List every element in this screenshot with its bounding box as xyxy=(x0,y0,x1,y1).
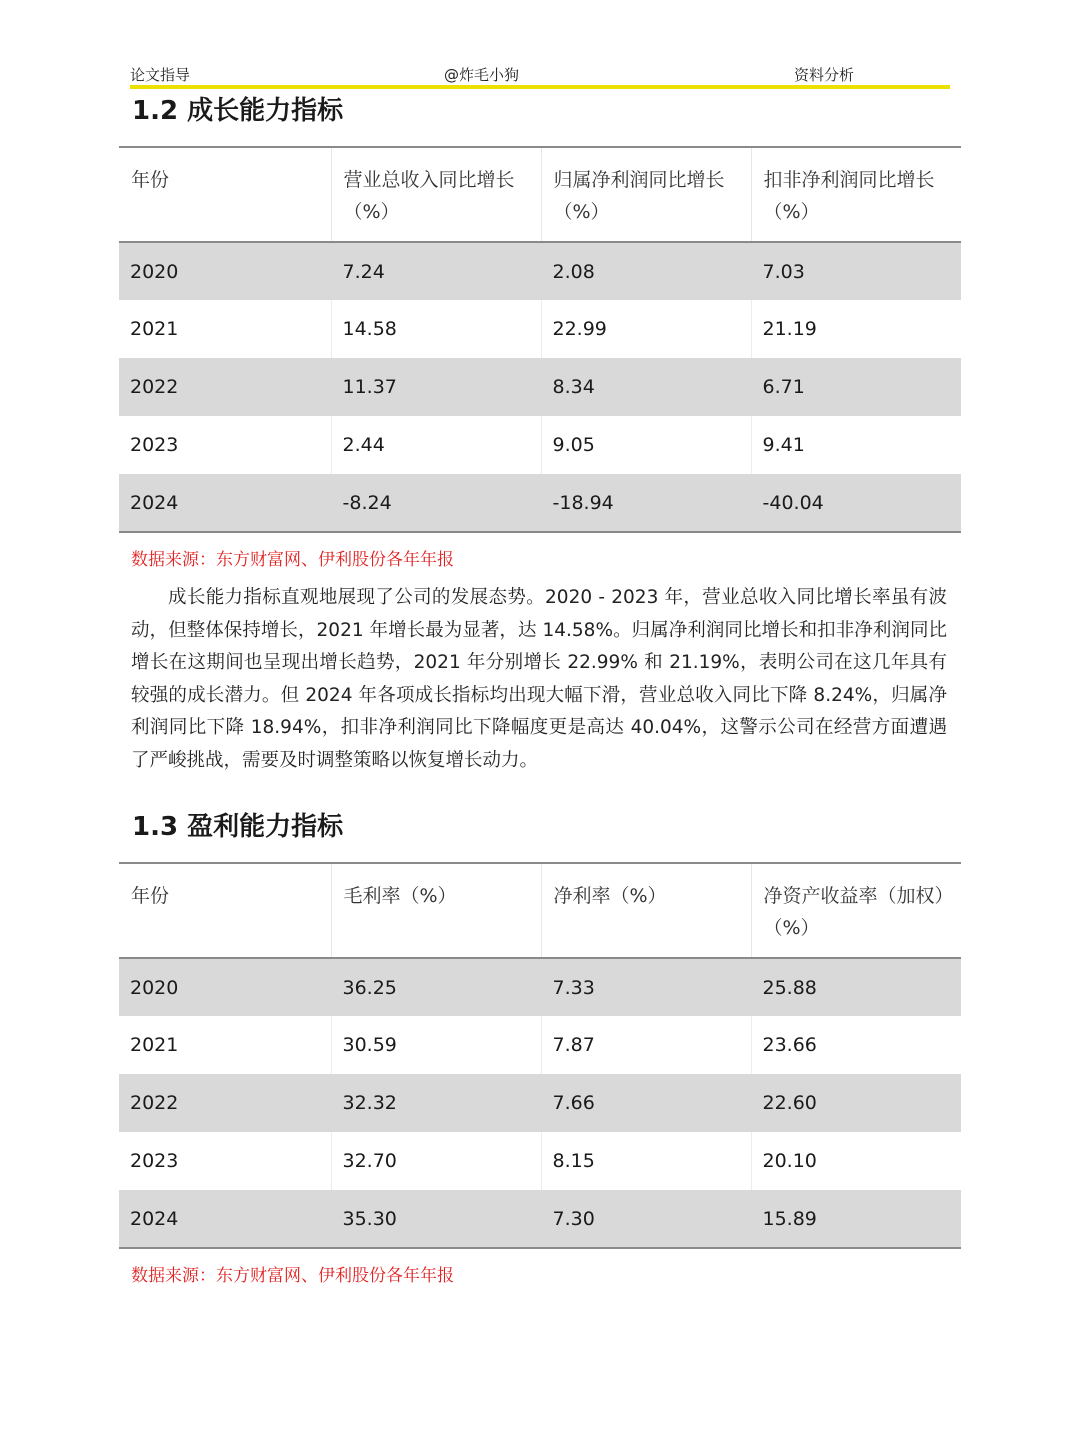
growth-indicators-table xyxy=(119,146,961,533)
section-title-profitability: 1.3 盈利能力指标 xyxy=(132,812,344,842)
table-cell: 11.37 xyxy=(331,358,541,416)
column-header: 扣非净利润同比增长（%） xyxy=(763,169,935,223)
table-cell: 14.58 xyxy=(331,300,541,358)
table-cell: -18.94 xyxy=(541,474,751,532)
table-row xyxy=(119,1074,961,1132)
table-row xyxy=(119,1132,961,1190)
table-cell: 2024 xyxy=(119,474,331,532)
table-row xyxy=(119,358,961,416)
table-cell: 7.87 xyxy=(541,1016,751,1074)
table-cell: 7.03 xyxy=(762,260,805,283)
table-cell: 7.30 xyxy=(541,1190,751,1248)
table-cell: 2020 xyxy=(119,242,331,300)
header-author: @炸毛小狗 xyxy=(444,66,520,84)
table-cell: 2.44 xyxy=(331,416,541,474)
table-header-row xyxy=(119,147,961,242)
header-yellow-rule xyxy=(130,85,950,89)
column-header: 年份 xyxy=(119,863,331,958)
table-cell: 2022 xyxy=(119,1074,331,1132)
table-cell: 2.08 xyxy=(541,242,751,300)
column-header: 净利率（%） xyxy=(541,863,751,958)
table-cell: 25.88 xyxy=(762,976,817,999)
table-row xyxy=(119,242,961,300)
header-left-label: 论文指导 xyxy=(130,66,191,84)
table-cell: 22.99 xyxy=(541,300,751,358)
profitability-indicators-table xyxy=(119,862,961,1249)
table-cell: 22.60 xyxy=(762,1092,817,1114)
table-cell: 7.33 xyxy=(541,958,751,1016)
table-cell: 6.71 xyxy=(762,376,805,398)
page-header xyxy=(130,60,950,90)
data-source-note: 数据来源：东方财富网、伊利股份各年年报 xyxy=(131,1266,454,1286)
table-cell: 20.10 xyxy=(762,1150,817,1172)
table-cell: 2023 xyxy=(119,1132,331,1190)
table-cell: 21.19 xyxy=(762,318,817,340)
table-header-row xyxy=(119,863,961,958)
section-title-growth: 1.2 成长能力指标 xyxy=(132,96,344,126)
table-cell: 2023 xyxy=(119,416,331,474)
table-cell: 36.25 xyxy=(331,958,541,1016)
column-header: 年份 xyxy=(119,147,331,242)
table-cell: 8.15 xyxy=(541,1132,751,1190)
table-cell: 32.32 xyxy=(331,1074,541,1132)
table-row xyxy=(119,300,961,358)
column-header: 净资产收益率（加权）（%） xyxy=(763,885,945,939)
table-row xyxy=(119,474,961,532)
column-header: 营业总收入同比增长（%） xyxy=(331,147,541,242)
table-row xyxy=(119,958,961,1016)
table-cell: 35.30 xyxy=(331,1190,541,1248)
table-cell: 7.66 xyxy=(541,1074,751,1132)
table-cell: 8.34 xyxy=(541,358,751,416)
table-row xyxy=(119,1190,961,1248)
table-cell: 30.59 xyxy=(331,1016,541,1074)
table-cell: 2020 xyxy=(119,958,331,1016)
table-cell: 2022 xyxy=(119,358,331,416)
table-cell: 7.24 xyxy=(331,242,541,300)
table-cell: 2021 xyxy=(119,300,331,358)
data-source-note: 数据来源：东方财富网、伊利股份各年年报 xyxy=(131,550,454,570)
table-row xyxy=(119,416,961,474)
column-header: 归属净利润同比增长（%） xyxy=(541,147,751,242)
table-cell: -8.24 xyxy=(331,474,541,532)
table-cell: 9.41 xyxy=(762,434,805,456)
header-right-label: 资料分析 xyxy=(794,66,855,84)
column-header: 毛利率（%） xyxy=(331,863,541,958)
table-cell: 32.70 xyxy=(331,1132,541,1190)
table-row xyxy=(119,1016,961,1074)
table-cell: 9.05 xyxy=(541,416,751,474)
table-cell: 15.89 xyxy=(762,1207,817,1230)
table-cell: 23.66 xyxy=(762,1034,817,1056)
table-cell: 2024 xyxy=(119,1190,331,1248)
analysis-paragraph: 成长能力指标直观地展现了公司的发展态势。2020 - 2023 年，营业总收入同比增长率虽有波动，但整体保持增长，2021 年增长最为显著，达 14.58%。归属净利润同比增长和扣非净利润同比增长在这期间也呈现出增长趋势，2021 年分别增长 22.99% 和 21.19%，表明公司在这几年具有较强的成长潜力。但 2024 年各项成长指标均出现大幅下滑，营业总收入同比下降 8.24%，归属净利润同比下降 18.94%，扣非净利润同比下降幅度更是高达 40.04%，这警示公司在经营方面遭遇了严峻挑战，需要及时调整策略以恢复增长动力。 xyxy=(131,587,947,771)
table-cell: 2021 xyxy=(119,1016,331,1074)
table-cell: -40.04 xyxy=(762,491,824,514)
